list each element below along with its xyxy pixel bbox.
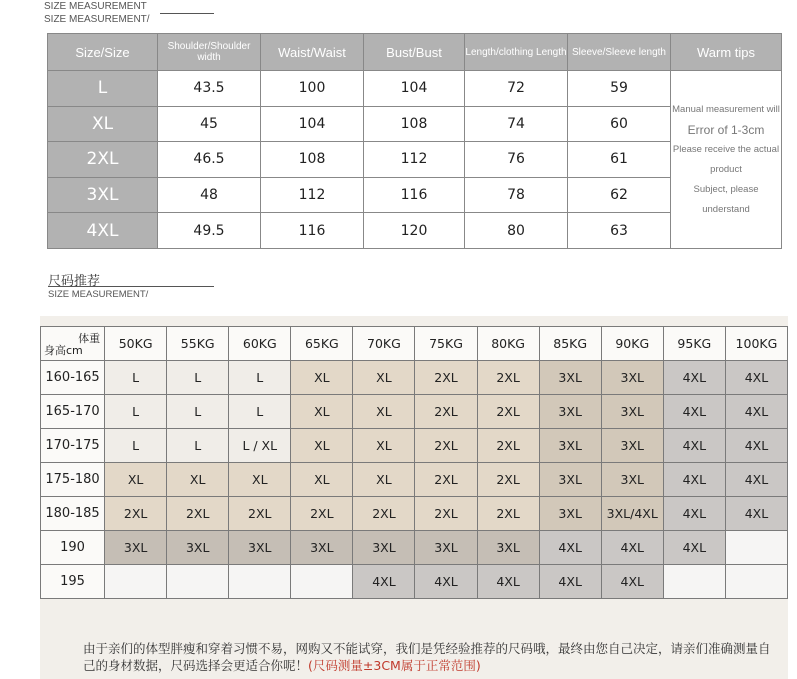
height-label: 170-175 [41, 429, 105, 463]
size-recommendation-cell: 4XL [725, 395, 787, 429]
weight-header: 90KG [601, 327, 663, 361]
weight-header: 75KG [415, 327, 477, 361]
size-recommendation-cell [725, 531, 787, 565]
measurement-cell: 108 [261, 142, 364, 178]
size-recommendation-cell: 4XL [725, 429, 787, 463]
recommend-divider [48, 286, 214, 287]
size-recommendation-cell: 4XL [353, 565, 415, 599]
recommend-title: 尺码推荐 [48, 274, 101, 289]
size-recommendation-cell: 2XL [477, 395, 539, 429]
recommend-row [41, 531, 788, 565]
size-recommendation-cell: 3XL/4XL [601, 497, 663, 531]
size-recommendation-cell: XL [105, 463, 167, 497]
height-label: 195 [41, 565, 105, 599]
size-table-header: Warm tips [671, 34, 782, 71]
size-recommendation-cell: 3XL [539, 497, 601, 531]
size-recommendation-cell: 3XL [601, 395, 663, 429]
measurement-cell: 72 [465, 71, 568, 107]
size-recommendation-cell: XL [291, 395, 353, 429]
size-recommendation-cell: XL [229, 463, 291, 497]
size-recommendation-cell: 2XL [477, 463, 539, 497]
size-table [47, 33, 782, 249]
measurement-cell: 62 [568, 177, 671, 213]
size-recommendation-cell [725, 565, 787, 599]
weight-header: 80KG [477, 327, 539, 361]
corner-cell [41, 327, 105, 361]
header-line-2: SIZE MEASUREMENT/ [44, 14, 150, 25]
size-recommendation-cell: 4XL [539, 531, 601, 565]
size-recommendation-cell: 4XL [725, 361, 787, 395]
size-recommendation-cell: L [229, 361, 291, 395]
warm-tip-line: Please receive the actual product [672, 143, 780, 175]
size-recommendation-cell: XL [353, 429, 415, 463]
height-label: 190 [41, 531, 105, 565]
size-recommendation-cell: 2XL [229, 497, 291, 531]
size-label-cell: 2XL [48, 142, 158, 178]
warm-tip-line: Manual measurement will [672, 103, 780, 115]
size-recommendation-cell: 3XL [601, 463, 663, 497]
recommend-subtitle: SIZE MEASUREMENT/ [48, 289, 149, 300]
size-recommendation-cell: XL [353, 395, 415, 429]
size-recommendation-cell: 4XL [725, 497, 787, 531]
size-recommendation-cell: 2XL [477, 429, 539, 463]
recommend-row [41, 463, 788, 497]
measurement-cell: 104 [364, 71, 465, 107]
measurement-cell: 108 [364, 106, 465, 142]
size-recommendation-cell: 4XL [663, 497, 725, 531]
size-recommendation-cell: L [167, 361, 229, 395]
size-recommendation-cell: XL [167, 463, 229, 497]
warm-tip-line: Error of 1-3cm [687, 122, 765, 137]
measurement-cell: 43.5 [158, 71, 261, 107]
measurement-cell: 61 [568, 142, 671, 178]
size-table-header: Waist/Waist [261, 34, 364, 71]
note-text: 由于亲们的体型胖瘦和穿着习惯不易，网购又不能试穿，我们是凭经验推荐的尺码哦，最终由您自己决定，请亲们准确测量自己的身材数据，尺码选择会更适合你呢！ [83, 641, 771, 673]
weight-header: 60KG [229, 327, 291, 361]
size-table-header: Sleeve/Sleeve length [568, 34, 671, 71]
size-table-header-row [48, 34, 782, 71]
note-highlight: (尺码测量±3CM属于正常范围) [308, 658, 481, 673]
measurement-cell: 116 [364, 177, 465, 213]
size-recommendation-cell: 3XL [477, 531, 539, 565]
size-recommendation-cell: L / XL [229, 429, 291, 463]
size-recommendation-cell: L [105, 395, 167, 429]
size-recommendation-cell: 4XL [663, 429, 725, 463]
size-label-cell: XL [48, 106, 158, 142]
size-recommendation-cell: 4XL [663, 361, 725, 395]
recommend-row [41, 429, 788, 463]
measurement-cell: 100 [261, 71, 364, 107]
measurement-cell: 74 [465, 106, 568, 142]
measurement-cell: 80 [465, 213, 568, 249]
size-recommendation-cell: 2XL [477, 361, 539, 395]
height-label: 165-170 [41, 395, 105, 429]
measurement-cell: 76 [465, 142, 568, 178]
size-recommendation-cell: 3XL [539, 463, 601, 497]
header-line-1: SIZE MEASUREMENT [44, 1, 147, 12]
recommend-row [41, 565, 788, 599]
size-recommendation-cell: 4XL [663, 395, 725, 429]
weight-header: 65KG [291, 327, 353, 361]
corner-height-label: 身高cm [44, 343, 83, 357]
size-recommendation-cell [663, 565, 725, 599]
measurement-cell: 63 [568, 213, 671, 249]
recommend-row [41, 361, 788, 395]
size-recommendation-cell [291, 565, 353, 599]
size-recommendation-cell: 4XL [663, 531, 725, 565]
size-recommendation-cell: 3XL [539, 361, 601, 395]
size-recommendation-cell: L [105, 429, 167, 463]
corner-weight-label: 体重 [78, 331, 101, 345]
size-recommendation-cell: 4XL [477, 565, 539, 599]
size-recommendation-cell: 3XL [539, 429, 601, 463]
measurement-cell: 46.5 [158, 142, 261, 178]
size-recommendation-cell: L [105, 361, 167, 395]
size-label-cell: 3XL [48, 177, 158, 213]
size-advice-note [83, 640, 773, 674]
measurement-cell: 78 [465, 177, 568, 213]
measurement-cell: 48 [158, 177, 261, 213]
size-recommendation-cell: L [167, 395, 229, 429]
size-recommendation-cell: 2XL [415, 497, 477, 531]
size-label-cell: L [48, 71, 158, 107]
size-recommendation-cell: 4XL [663, 463, 725, 497]
size-recommendation-cell: 3XL [105, 531, 167, 565]
size-recommendation-cell [105, 565, 167, 599]
weight-header: 55KG [167, 327, 229, 361]
size-recommendation-cell: 2XL [291, 497, 353, 531]
size-recommendation-cell: XL [291, 463, 353, 497]
size-recommendation-cell: 3XL [167, 531, 229, 565]
size-recommendation-cell [229, 565, 291, 599]
recommend-panel [40, 316, 788, 679]
size-table-header: Size/Size [48, 34, 158, 71]
weight-header: 85KG [539, 327, 601, 361]
size-recommendation-cell: 4XL [601, 565, 663, 599]
size-recommendation-cell: 2XL [167, 497, 229, 531]
size-recommendation-cell: 3XL [539, 395, 601, 429]
size-table-row [48, 71, 782, 107]
size-recommendation-cell: 3XL [353, 531, 415, 565]
size-recommendation-cell: 3XL [601, 429, 663, 463]
header-divider [160, 13, 214, 14]
measurement-cell: 104 [261, 106, 364, 142]
size-recommendation-cell: 4XL [601, 531, 663, 565]
size-table-header: Shoulder/Shoulder width [158, 34, 261, 71]
height-label: 160-165 [41, 361, 105, 395]
measurement-cell: 112 [261, 177, 364, 213]
size-recommendation-cell: XL [353, 463, 415, 497]
measurement-cell: 120 [364, 213, 465, 249]
weight-header: 50KG [105, 327, 167, 361]
size-label-cell: 4XL [48, 213, 158, 249]
size-recommendation-cell: 3XL [601, 361, 663, 395]
size-recommendation-cell: 3XL [291, 531, 353, 565]
size-recommendation-cell: 3XL [229, 531, 291, 565]
size-recommendation-cell: 2XL [415, 361, 477, 395]
size-recommendation-cell: XL [291, 429, 353, 463]
measurement-cell: 60 [568, 106, 671, 142]
size-table-header: Bust/Bust [364, 34, 465, 71]
height-label: 175-180 [41, 463, 105, 497]
height-label: 180-185 [41, 497, 105, 531]
weight-header: 100KG [725, 327, 787, 361]
weight-header: 95KG [663, 327, 725, 361]
measurement-cell: 45 [158, 106, 261, 142]
warm-tips-cell [671, 71, 782, 249]
size-recommendation-cell: 4XL [539, 565, 601, 599]
size-recommendation-cell: XL [353, 361, 415, 395]
recommend-row [41, 395, 788, 429]
size-recommendation-cell: L [167, 429, 229, 463]
size-recommendation-cell: 2XL [477, 497, 539, 531]
warm-tip-line: Subject, please understand [693, 183, 759, 215]
size-recommendation-cell: 2XL [415, 395, 477, 429]
measurement-cell: 112 [364, 142, 465, 178]
size-recommendation-cell: 3XL [415, 531, 477, 565]
size-recommendation-cell: 2XL [415, 463, 477, 497]
size-recommendation-cell: 4XL [725, 463, 787, 497]
measurement-cell: 116 [261, 213, 364, 249]
measurement-cell: 49.5 [158, 213, 261, 249]
recommend-row [41, 497, 788, 531]
recommend-header-row [41, 327, 788, 361]
size-recommendation-cell: 2XL [105, 497, 167, 531]
size-recommendation-cell: 2XL [353, 497, 415, 531]
size-recommendation-cell: 2XL [415, 429, 477, 463]
size-recommendation-cell: L [229, 395, 291, 429]
size-table-header: Length/clothing Length [465, 34, 568, 71]
size-recommendation-cell: 4XL [415, 565, 477, 599]
measurement-cell: 59 [568, 71, 671, 107]
size-recommendation-cell: XL [291, 361, 353, 395]
recommend-table [40, 326, 788, 599]
weight-header: 70KG [353, 327, 415, 361]
size-recommendation-cell [167, 565, 229, 599]
